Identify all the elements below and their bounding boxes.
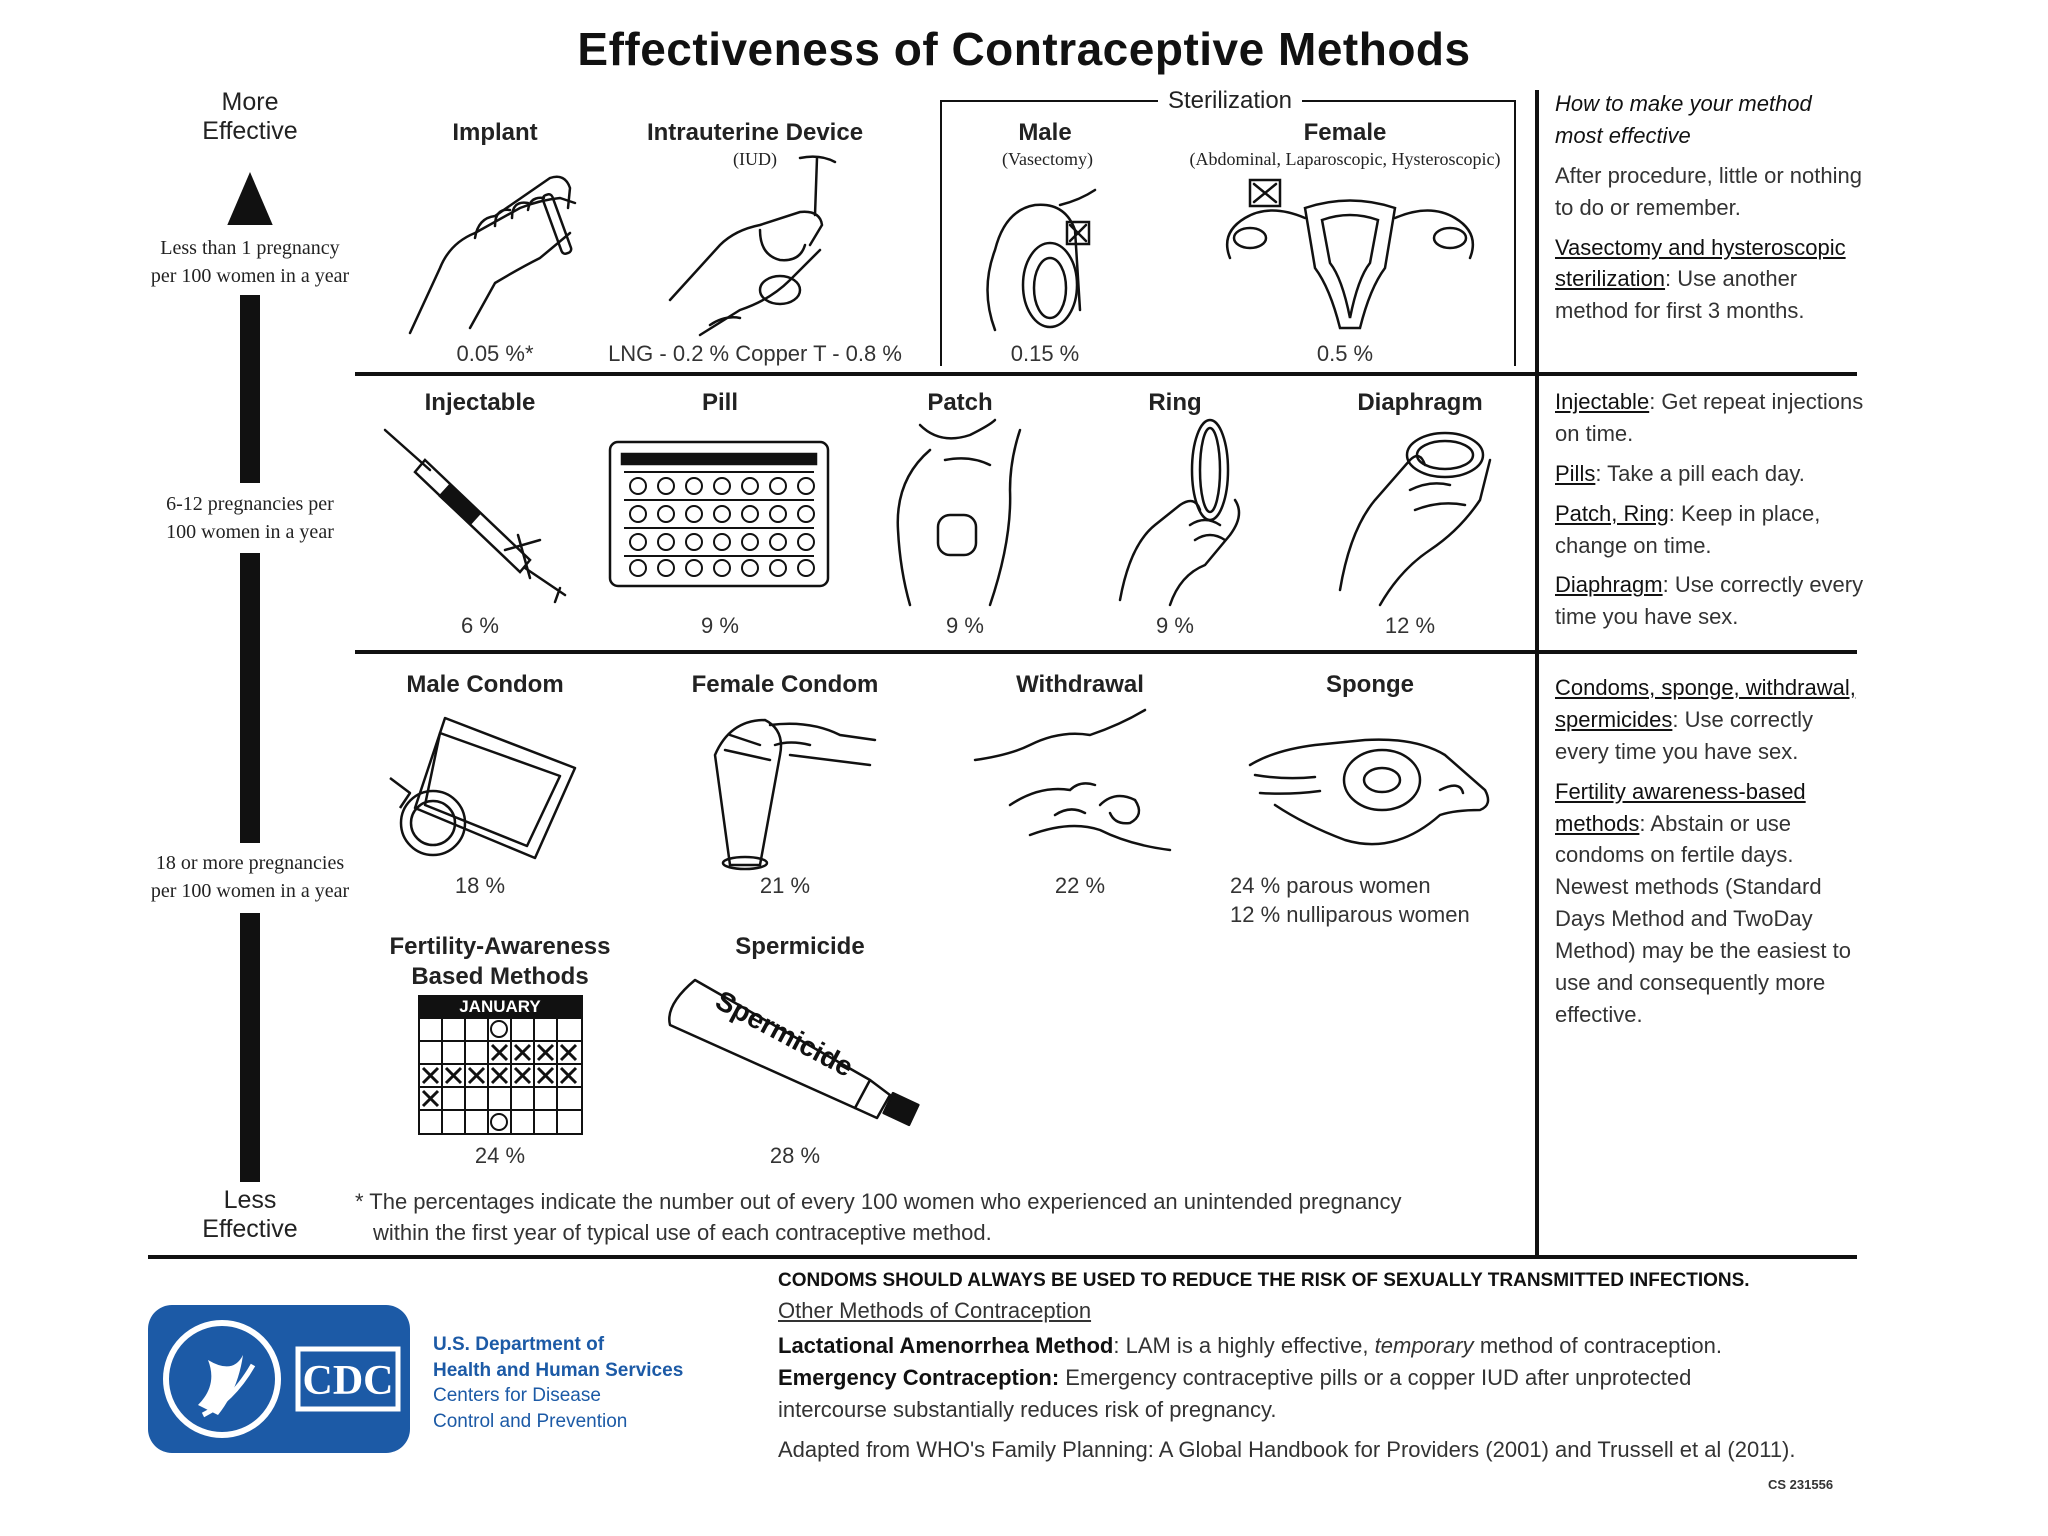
withdrawal-illustration: [970, 705, 1190, 855]
more-effective-label: More Effective: [202, 88, 298, 145]
footer-divider: [148, 1255, 1857, 1259]
iud-rate: LNG - 0.2 % Copper T - 0.8 %: [608, 341, 902, 366]
spermicide-rate: 28 %: [769, 1143, 821, 1168]
effectiveness-axis: [240, 252, 260, 1182]
fertility-awareness-label: Fertility-Awareness Based Methods: [389, 933, 611, 990]
sponge-rate: 24 % parous women 12 % nulliparous women: [1230, 873, 1470, 927]
arrow-up-icon: [226, 172, 274, 228]
calendar-month-label: JANUARY: [459, 997, 541, 1016]
patch-rate: 9 %: [946, 613, 984, 638]
withdrawal-label: Withdrawal: [1016, 671, 1144, 698]
uterus-illustration: [1210, 178, 1490, 338]
sponge-label: Sponge: [1326, 671, 1414, 698]
tier-divider-1: [355, 372, 1857, 376]
sti-statement: CONDOMS SHOULD ALWAYS BE USED TO REDUCE THE RISK OF SEXUALLY TRANSMITTED INFECTIONS.: [778, 1270, 1750, 1291]
tips-tier-1: How to make your method most effective After procedure, little or nothing to do or remember. Vasectomy and hysteroscopic sterilization: Use another method for first 3 months.: [1555, 91, 1862, 324]
tier-divider-2: [355, 650, 1857, 654]
tubal-sterilization-sublabel: (Abdominal, Laparoscopic, Hysteroscopic): [1189, 149, 1501, 169]
spermicide-tube-illustration: [665, 970, 935, 1145]
iud-sublabel: (IUD): [733, 149, 777, 169]
female-condom-rate: 21 %: [759, 873, 811, 898]
emergency-contraception-note: Emergency Contraception: Emergency contraceptive pills or a copper IUD after unprotected intercourse substantially reduces risk of pregnancy.: [778, 1365, 1692, 1422]
document-code: CS 231556: [1768, 1477, 1834, 1492]
iud-illustration: [660, 150, 860, 340]
tubal-sterilization-label: Female: [1303, 119, 1387, 146]
tips-divider: [1535, 90, 1539, 1255]
implant-label: Implant: [452, 119, 538, 146]
injectable-rate: 6 %: [461, 613, 499, 638]
vasectomy-sublabel: (Vasectomy): [1002, 149, 1093, 169]
diaphragm-label: Diaphragm: [1357, 389, 1483, 416]
ring-label: Ring: [1148, 389, 1202, 416]
injectable-label: Injectable: [424, 389, 536, 416]
vasectomy-rate: 0.15 %: [1010, 341, 1080, 366]
syringe-illustration: [380, 420, 580, 605]
male-condom-label: Male Condom: [406, 671, 564, 698]
spermicide-label: Spermicide: [735, 933, 865, 960]
cdc-wordmark: CDC: [302, 1358, 394, 1404]
less-effective-label: Less Effective: [202, 1186, 298, 1243]
page-title: Effectiveness of Contraceptive Methods: [577, 23, 1471, 75]
other-methods-heading: Other Methods of Contraception: [778, 1298, 1092, 1323]
diaphragm-illustration: [1320, 420, 1520, 605]
male-condom-illustration: [385, 708, 585, 868]
sterilization-header: Sterilization: [1167, 87, 1293, 114]
pill-label: Pill: [701, 389, 738, 416]
implant-illustration: [400, 148, 600, 338]
ring-rate: 9 %: [1156, 613, 1194, 638]
withdrawal-rate: 22 %: [1054, 873, 1106, 898]
fertility-awareness-rate: 24 %: [474, 1143, 526, 1168]
tubal-sterilization-rate: 0.5 %: [1316, 341, 1374, 366]
patch-label: Patch: [927, 389, 993, 416]
source-citation: Adapted from WHO's Family Planning: A Global Handbook for Providers (2001) and Trussell et al (2011).: [778, 1437, 1796, 1462]
tier-3-rate-label: 18 or more pregnancies per 100 women in a year: [150, 852, 350, 902]
tier-2-rate-label: 6-12 pregnancies per 100 women in a year: [166, 493, 334, 543]
lam-note: Lactational Amenorrhea Method: LAM is a highly effective, temporary method of contraception.: [778, 1333, 1722, 1358]
percentage-footnote: * The percentages indicate the number out of every 100 women who experienced an unintended pregnancy within the first year of typical use of each contraceptive method.: [355, 1189, 1402, 1245]
pill-rate: 9 %: [701, 613, 739, 638]
tips-tier-2: Injectable: Get repeat injections on time. Pills: Take a pill each day. Patch, Ring: Keep in place, change on time. Diaphragm: Use correctly every time you have sex.: [1555, 389, 1864, 630]
iud-label: Intrauterine Device: [646, 119, 864, 146]
ring-illustration: [1110, 415, 1260, 605]
male-condom-rate: 18 %: [454, 873, 506, 898]
patch-illustration: [890, 420, 1040, 605]
spermicide-tube-text: Spermicide: [710, 984, 859, 1083]
tips-tier-3: Condoms, sponge, withdrawal, spermicides: Use correctly every time you have sex. Fertility awareness-based methods: Abstain or use condoms on fertile days. Newest methods (Standard Days Method and TwoDay Method) may be the easiest to use and consequently more effective.: [1555, 675, 1856, 1027]
implant-rate: 0.05 %*: [456, 341, 534, 366]
pill-pack-illustration: [608, 440, 830, 588]
cdc-logo: [148, 1305, 410, 1453]
calendar-illustration: [418, 995, 583, 1135]
vasectomy-illustration: [975, 180, 1125, 340]
female-condom-illustration: [690, 705, 880, 870]
vasectomy-label: Male: [1018, 119, 1072, 146]
female-condom-label: Female Condom: [691, 671, 879, 698]
hhs-cdc-name: U.S. Department of Health and Human Services Centers for Disease Control and Prevention: [433, 1334, 684, 1432]
diaphragm-rate: 12 %: [1384, 613, 1436, 638]
tier-1-rate-label: Less than 1 pregnancy per 100 women in a year: [150, 237, 350, 287]
sponge-illustration: [1245, 715, 1495, 865]
